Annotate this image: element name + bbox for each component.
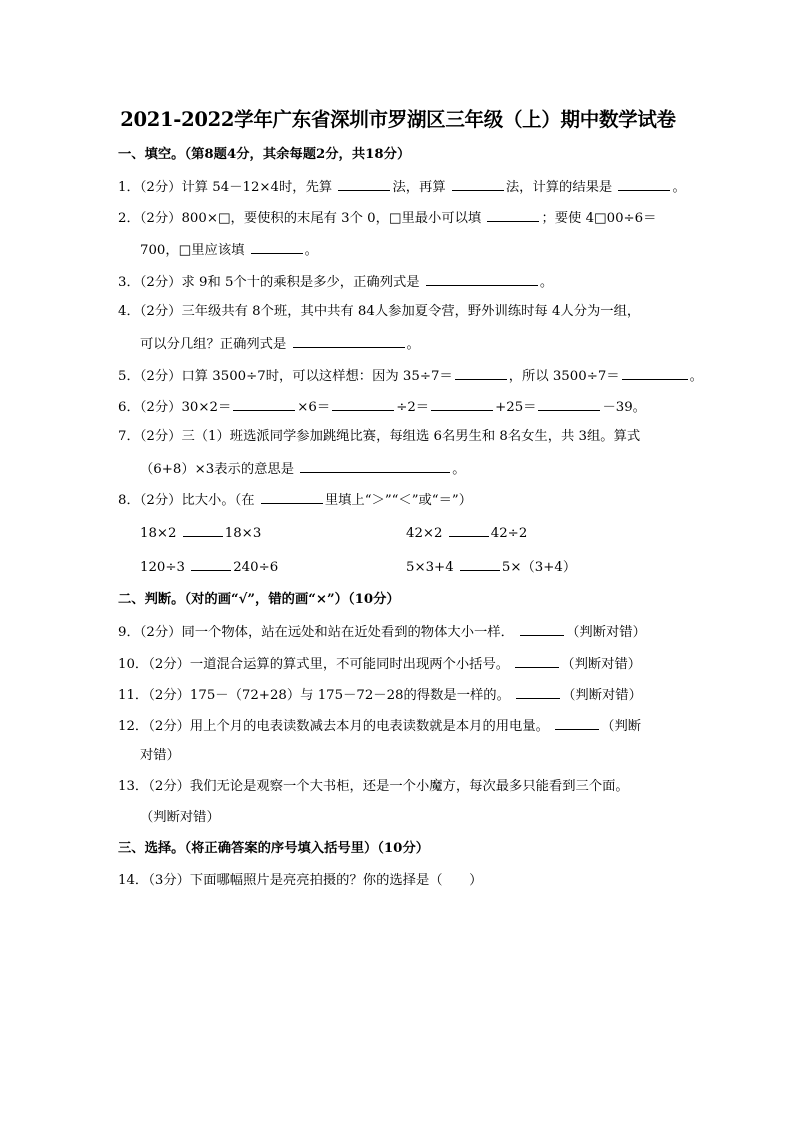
q6-blank-3 (431, 397, 493, 411)
q6-text-a: 6．（2分）30×2＝ (118, 400, 232, 415)
q8-expr: 18×2 (140, 526, 177, 541)
question-9 (118, 622, 646, 642)
q12-blank (555, 716, 599, 730)
page-title: 2021-2022学年广东省深圳市罗湖区三年级（上）期中数学试卷 (120, 108, 676, 131)
question-12-line-1 (118, 716, 641, 736)
q6-text-b: ×6＝ (297, 400, 331, 415)
q2-blank-1 (487, 208, 539, 222)
q6-blank-4 (538, 397, 600, 411)
question-4-line-1: 4．（2分）三年级共有 8个班，其中共有 84人参加夏令营，野外训练时每 4人分为一组， (118, 304, 641, 319)
question-7-line-1: 7．（2分）三（1）班选派同学参加跳绳比赛，每组选 6名男生和 8名女生，共 3组。算式 (118, 429, 641, 444)
q8-row-1-col-2 (406, 523, 527, 543)
q8-text-b: 里填上“＞”“＜”或“＝”） (324, 493, 472, 508)
q7-blank (300, 459, 450, 473)
question-7-line-2 (140, 459, 466, 479)
q2-blank-2 (251, 240, 303, 254)
q12-text-b: （判断 (601, 719, 642, 734)
q9-text-b: （判断对错） (566, 625, 646, 640)
q3-blank (426, 272, 538, 286)
q5-blank-1 (455, 366, 507, 380)
q11-text-a: 11．（2分）175－（72+28）与 175－72－28的得数是一样的。 (118, 688, 510, 703)
q8-blank-1 (183, 523, 223, 537)
q8-expr: 5×（3+4） (501, 560, 577, 575)
q5-text-a: 5．（2分）口算 3500÷7时，可以这样想：因为 35÷7＝ (118, 369, 453, 384)
q8-text-a: 8．（2分）比大小。（在 (118, 493, 255, 508)
question-11 (118, 685, 642, 705)
q5-blank-2 (622, 366, 688, 380)
q5-text-c: 。 (689, 369, 703, 384)
q4-text-a: 可以分几组？正确列式是 (140, 337, 287, 352)
q8-expr: 42÷2 (490, 526, 528, 541)
q8-blank-example (261, 490, 323, 504)
q8-expr: 18×3 (224, 526, 262, 541)
q1-text-c: 法，计算的结果是 (505, 180, 613, 195)
question-12-line-2: 对错） (140, 748, 180, 763)
q2-text-c: 700，□里应该填 (140, 243, 245, 258)
q6-blank-2 (332, 397, 394, 411)
q9-blank (520, 622, 564, 636)
question-2-line-1 (118, 208, 656, 228)
q8-expr: 240÷6 (233, 560, 279, 575)
question-14: 14．（3分）下面哪幅照片是亮亮拍摄的？你的选择是（ ） (118, 873, 483, 888)
q10-blank (515, 654, 559, 668)
q10-text-b: （判断对错） (561, 657, 642, 672)
q3-text-a: 3．（2分）求 9和 5个十的乘积是多少，正确列式是 (118, 275, 420, 290)
q1-blank-2 (452, 177, 504, 191)
q5-text-b: ，所以 3500÷7＝ (508, 369, 620, 384)
q2-text-d: 。 (304, 243, 318, 258)
question-10 (118, 654, 641, 674)
question-6 (118, 397, 646, 417)
q1-blank-3 (618, 177, 670, 191)
q8-row-1-col-1 (140, 523, 261, 543)
q8-row-2-col-2 (406, 557, 576, 577)
section-heading-judge: 二、判断。（对的画“√”，错的画“×”）（10分） (118, 592, 400, 607)
question-13-line-2: （判断对错） (140, 810, 220, 825)
section-heading-fill-in: 一、填空。（第8题4分，其余每题2分，共18分） (118, 147, 411, 162)
question-2-line-2 (140, 240, 318, 260)
q11-text-b: （判断对错） (562, 688, 642, 703)
q7-text-a: （6+8）×3表示的意思是 (140, 462, 295, 477)
question-8 (118, 490, 472, 510)
q7-text-b: 。 (452, 462, 466, 477)
q9-text-a: 9．（2分）同一个物体，站在远处和站在近处看到的物体大小一样． (118, 625, 514, 640)
q8-blank-2 (449, 523, 489, 537)
question-3 (118, 272, 553, 292)
q8-expr: 120÷3 (140, 560, 185, 575)
question-4-line-2 (140, 334, 420, 354)
q8-expr: 5×3+4 (406, 560, 454, 575)
q11-blank (516, 685, 560, 699)
q12-text-a: 12．（2分）用上个月的电表读数减去本月的电表读数就是本月的用电量。 (118, 719, 549, 734)
q6-text-e: －39。 (602, 400, 646, 415)
q8-blank-3 (191, 557, 231, 571)
q4-blank (293, 334, 405, 348)
q2-text-b: ；要使 4□00÷6＝ (541, 211, 657, 226)
q10-text-a: 10．（2分）一道混合运算的算式里，不可能同时出现两个小括号。 (118, 657, 510, 672)
question-1 (118, 177, 686, 197)
q3-text-b: 。 (539, 275, 554, 290)
q1-blank-1 (338, 177, 390, 191)
q8-expr: 42×2 (406, 526, 443, 541)
q1-text-b: 法，再算 (392, 180, 446, 195)
q6-text-d: +25＝ (495, 400, 537, 415)
q8-row-2-col-1 (140, 557, 278, 577)
q1-text-a: 1．（2分）计算 54－12×4时，先算 (118, 180, 333, 195)
question-13-line-1: 13．（2分）我们无论是观察一个大书柜，还是一个小魔方，每次最多只能看到三个面。 (118, 779, 629, 794)
q4-text-b: 。 (406, 337, 420, 352)
q6-blank-1 (233, 397, 295, 411)
q1-text-d: 。 (672, 180, 686, 195)
q2-text-a: 2．（2分）800×□，要使积的末尾有 3个 0，□里最小可以填 (118, 211, 482, 226)
question-5 (118, 366, 703, 386)
q6-text-c: ÷2＝ (396, 400, 430, 415)
q8-blank-4 (460, 557, 500, 571)
section-heading-choice: 三、选择。（将正确答案的序号填入括号里）（10分） (118, 841, 430, 856)
